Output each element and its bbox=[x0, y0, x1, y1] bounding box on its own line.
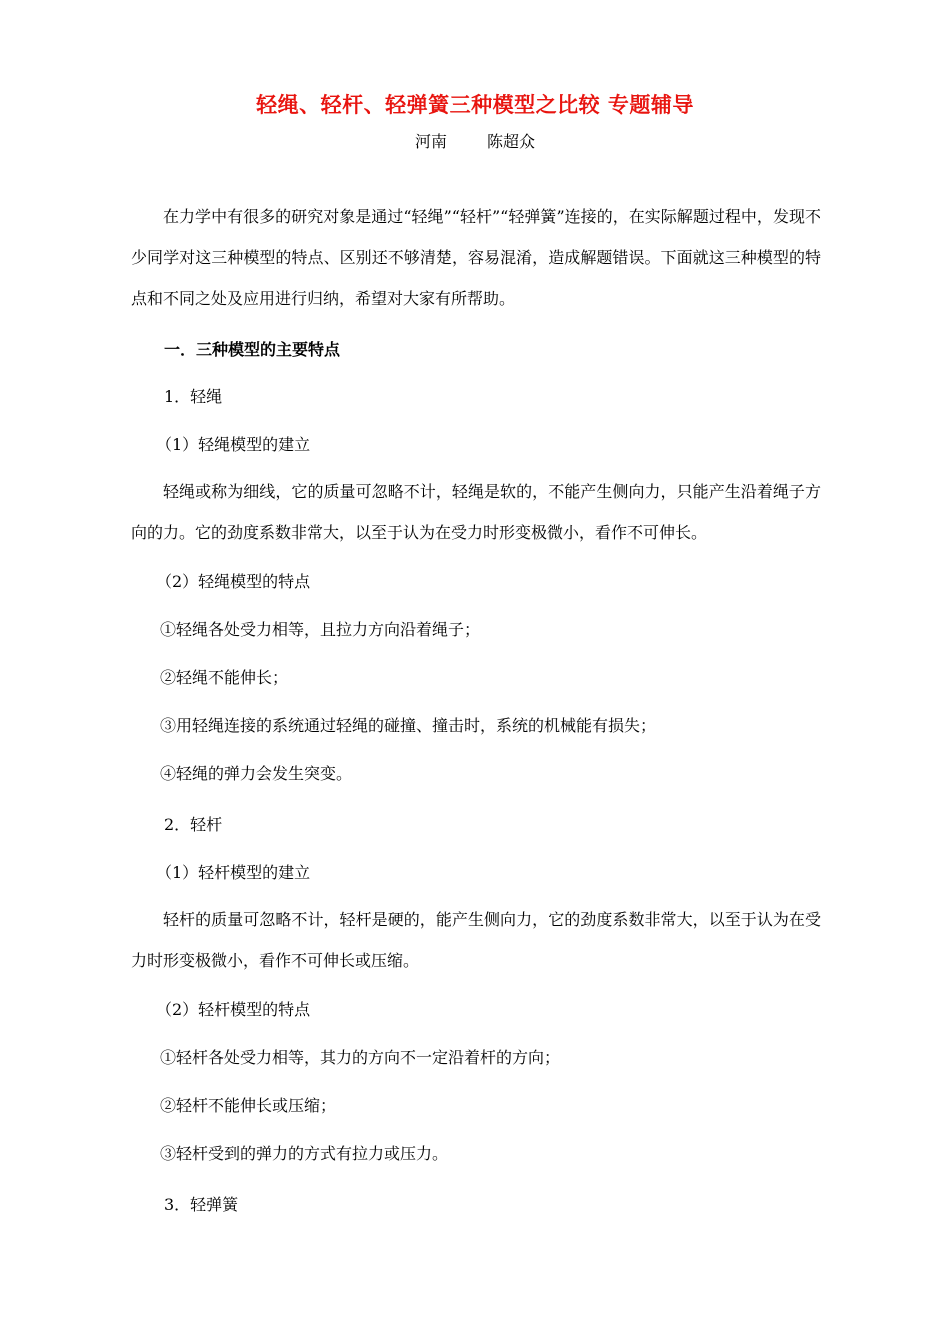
section-heading: 一．三种模型的主要特点 bbox=[164, 340, 341, 359]
rod-heading: 2．轻杆 bbox=[164, 815, 223, 834]
rod-subheading-establish: （1）轻杆模型的建立 bbox=[156, 863, 311, 882]
rope-heading: 1．轻绳 bbox=[164, 387, 223, 406]
rod-point-1: ①轻杆各处受力相等，其力的方向不一定沿着杆的方向； bbox=[160, 1048, 561, 1067]
rope-description: 轻绳或称为细线，它的质量可忽略不计，轻绳是软的，不能产生侧向力，只能产生沿着绳子方向的力。它的劲度系数非常大，以至于认为在受力时形变极微小，看作不可伸长。 bbox=[131, 482, 821, 542]
rod-description: 轻杆的质量可忽略不计，轻杆是硬的，能产生侧向力，它的劲度系数非常大，以至于认为在受力时形变极微小，看作不可伸长或压缩。 bbox=[131, 910, 821, 970]
author-name: 陈超众 bbox=[487, 132, 536, 151]
rope-point-1: ①轻绳各处受力相等，且拉力方向沿着绳子； bbox=[160, 620, 481, 639]
intro-paragraph: 在力学中有很多的研究对象是通过“轻绳”“轻杆”“轻弹簧”连接的，在实际解题过程中，发现不少同学对这三种模型的特点、区别还不够清楚，容易混淆，造成解题错误。下面就这三种模型的特点和不同之处及应用进行归纳，希望对大家有所帮助。 bbox=[131, 207, 821, 308]
spring-heading: 3．轻弹簧 bbox=[164, 1195, 239, 1214]
rope-subheading-features: （2）轻绳模型的特点 bbox=[156, 572, 311, 591]
rope-point-3: ③用轻绳连接的系统通过轻绳的碰撞、撞击时，系统的机械能有损失； bbox=[160, 716, 657, 735]
rod-point-3: ③轻杆受到的弹力的方式有拉力或压力。 bbox=[160, 1144, 449, 1163]
rod-point-2: ②轻杆不能伸长或压缩； bbox=[160, 1096, 337, 1115]
rope-point-4: ④轻绳的弹力会发生突变。 bbox=[160, 764, 353, 783]
rod-subheading-features: （2）轻杆模型的特点 bbox=[156, 1000, 311, 1019]
rope-subheading-establish: （1）轻绳模型的建立 bbox=[156, 435, 311, 454]
author-line bbox=[0, 130, 950, 154]
document-title: 轻绳、轻杆、轻弹簧三种模型之比较 专题辅导 bbox=[256, 93, 694, 117]
author-region: 河南 bbox=[414, 132, 447, 151]
rope-point-2: ②轻绳不能伸长； bbox=[160, 668, 289, 687]
